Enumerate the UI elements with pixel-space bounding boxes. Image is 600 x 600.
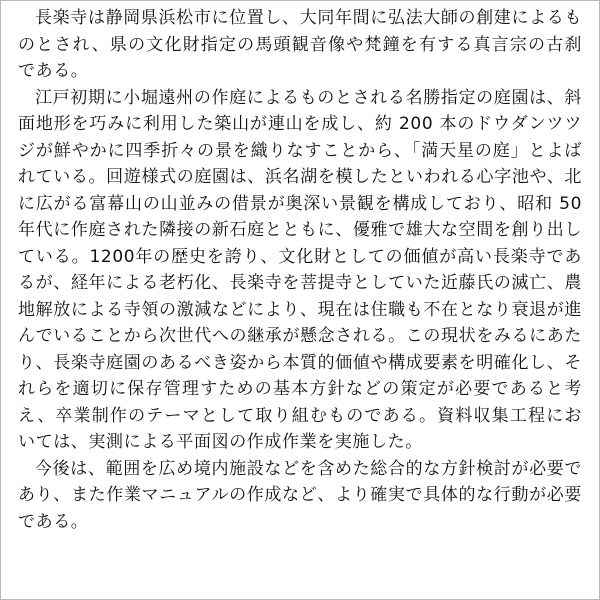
paragraph-intro: 長楽寺は静岡県浜松市に位置し、大同年間に弘法大師の創建によるものとされ、県の文化財指定の馬頭観音像や梵鐘を有する真言宗の古刹である。 <box>18 8 582 81</box>
paragraph-garden: 江戸初期に小堀遠州の作庭によるものとされる名勝指定の庭園は、斜面地形を巧みに利用した築山が連山を成し、約 200 本のドウダンツツジが鮮やかに四季折々の景を織りなすことから、「満天星の庭」とよばれている。回遊様式の庭園は、浜名湖を模したといわれる心字池や、北に広がる富幕山の山並みの借景が奥深い景観を構成しており、昭和 50 年代に作庭された隣接の新石庭とともに、優雅で雄大な空間を創り出している。1200年の歴史を誇り、文化財としての価値が高い長楽寺であるが、経年による老朽化、長楽寺を菩提寺としていた近藤氏の滅亡、農地解放による寺領の激減などにより、現在は住職も不在となり衰退が進んでいることから次世代への継承が懸念される。この現状をみるにあたり、長楽寺庭園のあるべき姿から本質的価値や構成要素を明確化し、それらを適切に保存管理すための基本方針などの策定が必要であると考え、卒業制作のテーマとして取り組むものである。資料収集工程においては、実測による平面図の作成作業を実施した。 <box>18 87 582 452</box>
paragraph-future: 今後は、範囲を広め境内施設などを含めた総合的な方針検討が必要であり、また作業マニュアルの作成など、より確実で具体的な行動が必要である。 <box>18 458 582 532</box>
